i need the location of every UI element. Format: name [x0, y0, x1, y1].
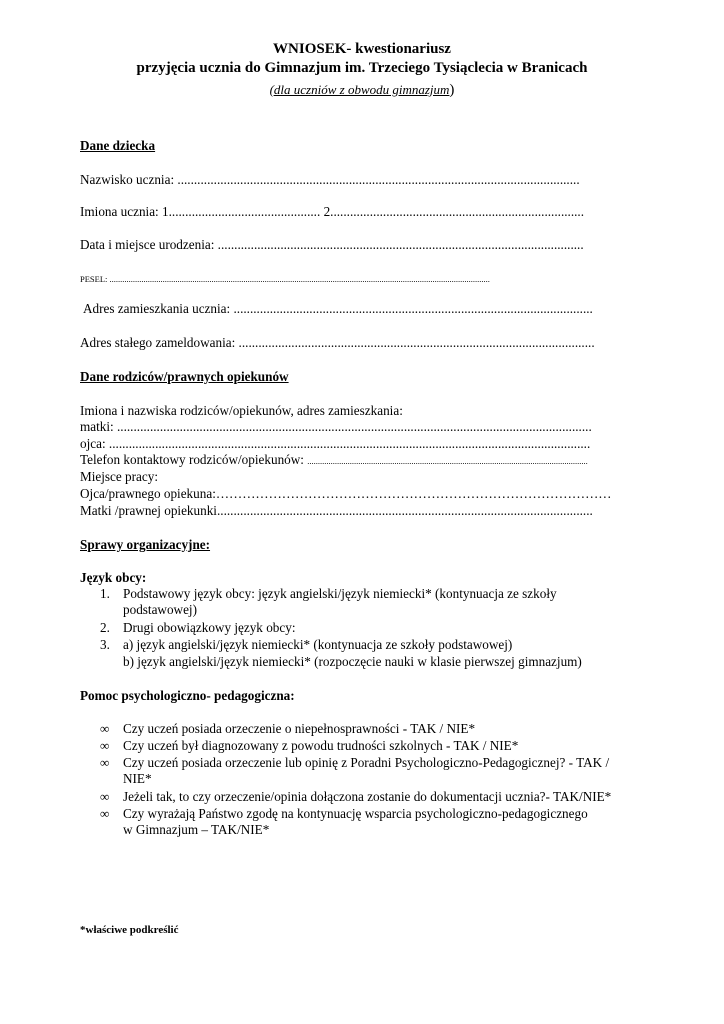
child-section-heading: Dane dziecka — [80, 138, 156, 153]
address-field[interactable]: Adres zamieszkania ucznia: ............................................................................................................. — [83, 301, 593, 316]
list-number: 3. — [100, 637, 110, 652]
list-number: 2. — [100, 620, 110, 635]
document-subtitle: przyjęcia ucznia do Gimnazjum im. Trzeciego Tysiąclecia w Branicach — [136, 60, 588, 76]
mother-guardian-field[interactable]: Matki /prawnej opiekunki.................................................................................................................. — [80, 503, 593, 518]
language-option-a: a) język angielski/język niemiecki* (kontynuacja ze szkoły podstawowej) — [123, 637, 513, 652]
parents-intro: Imiona i nazwiska rodziców/opiekunów, adres zamieszkania: — [80, 403, 403, 418]
language-heading: Język obcy: — [80, 570, 147, 585]
language-option-b: b) język angielski/język niemiecki* (rozpoczęcie nauki w klasie pierwszej gimnazjum) — [123, 654, 582, 669]
birth-field[interactable]: Data i miejsce urodzenia: ............................................................................................................... — [80, 237, 584, 252]
phone-label: Telefon kontaktowy rodziców/opiekunów: — [80, 452, 308, 467]
organization-section-heading: Sprawy organizacyjne: — [80, 537, 211, 552]
workplace-label: Miejsce pracy: — [80, 469, 158, 484]
support-question: Czy wyrażają Państwo zgodę na kontynuację wsparcia psychologiczno-pedagogicznego — [123, 806, 588, 821]
mother-field[interactable]: matki: ................................................................................................................................................ — [80, 419, 592, 434]
support-question: Czy uczeń posiada orzeczenie o niepełnosprawności - TAK / NIE* — [123, 721, 476, 736]
phone-field[interactable] — [80, 452, 658, 469]
support-question: Jeżeli tak, to czy orzeczenie/opinia dołączona zostanie do dokumentacji ucznia?- TAK/NIE* — [123, 789, 612, 804]
support-question: Czy uczeń posiada orzeczenie lub opinię z Poradni Psychologiczno-Pedagogicznej? - TAK / — [123, 755, 610, 770]
support-question-cont: NIE* — [123, 771, 152, 786]
support-question-cont: w Gimnazjum – TAK/NIE* — [123, 822, 270, 837]
note-text: dla uczniów z obwodu gimnazjum — [273, 82, 450, 97]
phone-dots: .................................................................................................................................... — [307, 456, 588, 466]
list-item-text: Podstawowy język obcy: język angielski/język niemiecki* (kontynuacja ze szkoły — [123, 586, 557, 601]
list-number: 1. — [100, 586, 110, 601]
note-open: ( — [269, 82, 274, 97]
surname-field[interactable]: Nazwisko ucznia: .......................................................................................................................... — [80, 172, 580, 187]
infinity-bullet-icon: ∞ — [100, 806, 110, 821]
support-heading: Pomoc psychologiczno- pedagogiczna: — [80, 688, 295, 703]
note-close: ) — [449, 82, 455, 98]
infinity-bullet-icon: ∞ — [100, 738, 110, 753]
parents-section-heading: Dane rodziców/prawnych opiekunów — [80, 369, 289, 384]
footnote: *właściwe podkreślić — [80, 924, 179, 936]
support-question: Czy uczeń był diagnozowany z powodu trudności szkolnych - TAK / NIE* — [123, 738, 519, 753]
infinity-bullet-icon: ∞ — [100, 755, 110, 770]
infinity-bullet-icon: ∞ — [100, 789, 110, 804]
first-names-field[interactable]: Imiona ucznia: 1.............................................. 2............................................................................. — [80, 204, 585, 219]
registered-address-field[interactable]: Adres stałego zameldowania: ............................................................................................................ — [80, 335, 595, 350]
father-field[interactable]: ojca: .................................................................................................................................................. — [80, 436, 591, 451]
infinity-bullet-icon: ∞ — [100, 721, 110, 736]
list-item-text-cont: podstawowej) — [123, 602, 197, 617]
list-item-text: Drugi obowiązkowy język obcy: — [123, 620, 296, 635]
document-title: WNIOSEK- kwestionariusz — [273, 41, 451, 57]
document-note — [0, 82, 724, 99]
pesel-field[interactable]: PESEL: ................................................................................................................................................................................... — [80, 274, 490, 284]
father-guardian-field[interactable]: Ojca/prawnego opiekuna:……………………………………………………………………………… — [80, 486, 612, 501]
